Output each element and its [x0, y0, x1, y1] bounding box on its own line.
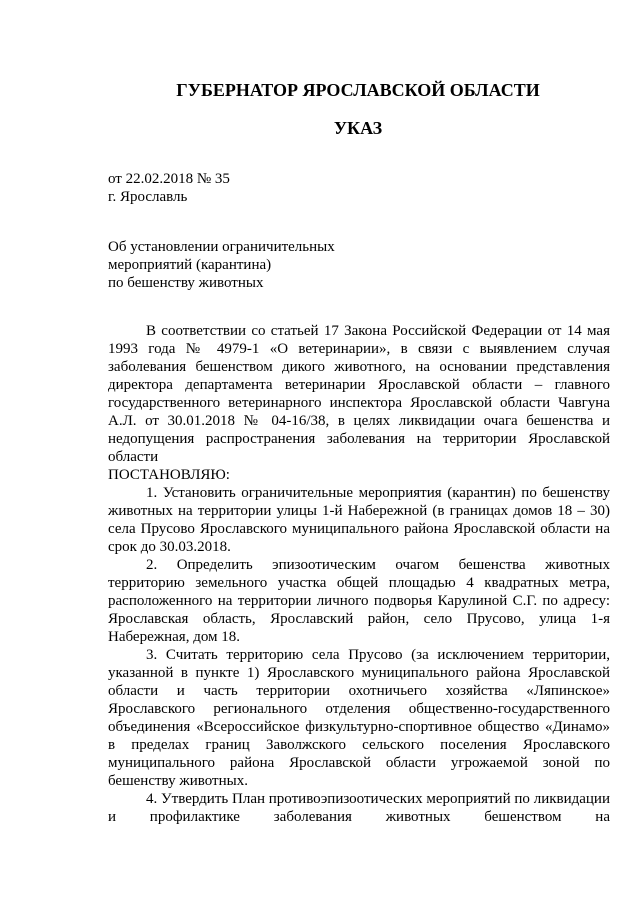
preamble-paragraph: В соответствии со статьей 17 Закона Российской Федерации от 14 мая 1993 года № 4979-1 «О ветеринарии», в связи с выявлением случая заболевания бешенством дикого животного, на основании представления директора департамента ветеринарии Ярославской области – главного государственного ветеринарного инспектора Ярославской области Чавгуна А.Л. от 30.01.2018 № 04-16/38, в целях ликвидации очага бешенства и недопущения распространения заболевания на территории Ярославской области	[108, 323, 610, 465]
subject-line: Об установлении ограничительных	[108, 239, 335, 255]
decree-item-3: 3. Считать территорию села Прусово (за исключением территории, указанной в пункте 1) Ярославского муниципального района Ярославской области и часть территории охотничьего хозяйства «Ляпинское» Ярославского регионального отделения общественно-государственного объединения «Всероссийское физкультурно-спортивное общество «Динамо» в пределах границ Заволжского сельского поселения Ярославского муниципального района Ярославской области угрожаемой зоной по бешенству животных.	[108, 647, 610, 789]
subject-line: по бешенству животных	[108, 275, 264, 291]
decree-place: г. Ярославль	[108, 189, 188, 205]
decree-keyword: ПОСТАНОВЛЯЮ:	[108, 467, 230, 483]
decree-date-number: от 22.02.2018 № 35	[108, 171, 230, 187]
document-authority-heading: ГУБЕРНАТОР ЯРОСЛАВСКОЙ ОБЛАСТИ	[176, 80, 540, 100]
subject-line: мероприятий (карантина)	[108, 257, 272, 273]
decree-item-4: 4. Утвердить План противоэпизоотических мероприятий по ликвидации и профилактике заболевания животных бешенством на	[108, 791, 610, 825]
decree-subject	[108, 238, 335, 292]
decree-item-2: 2. Определить эпизоотическим очагом бешенства животных территорию земельного участка общей площадью 4 квадратных метра, расположенного на территории личного подворья Карулиной С.Г. по адресу: Ярославская область, Ярославский район, село Прусово, улица 1-я Набережная, дом 18.	[108, 557, 610, 645]
decree-body	[108, 322, 610, 826]
document-type-heading: УКАЗ	[333, 118, 383, 138]
decree-item-1: 1. Установить ограничительные мероприятия (карантин) по бешенству животных на территории улицы 1-й Набережной (в границах домов 18 – 30) села Прусово Ярославского муниципального района Ярославской области на срок до 30.03.2018.	[108, 485, 610, 555]
